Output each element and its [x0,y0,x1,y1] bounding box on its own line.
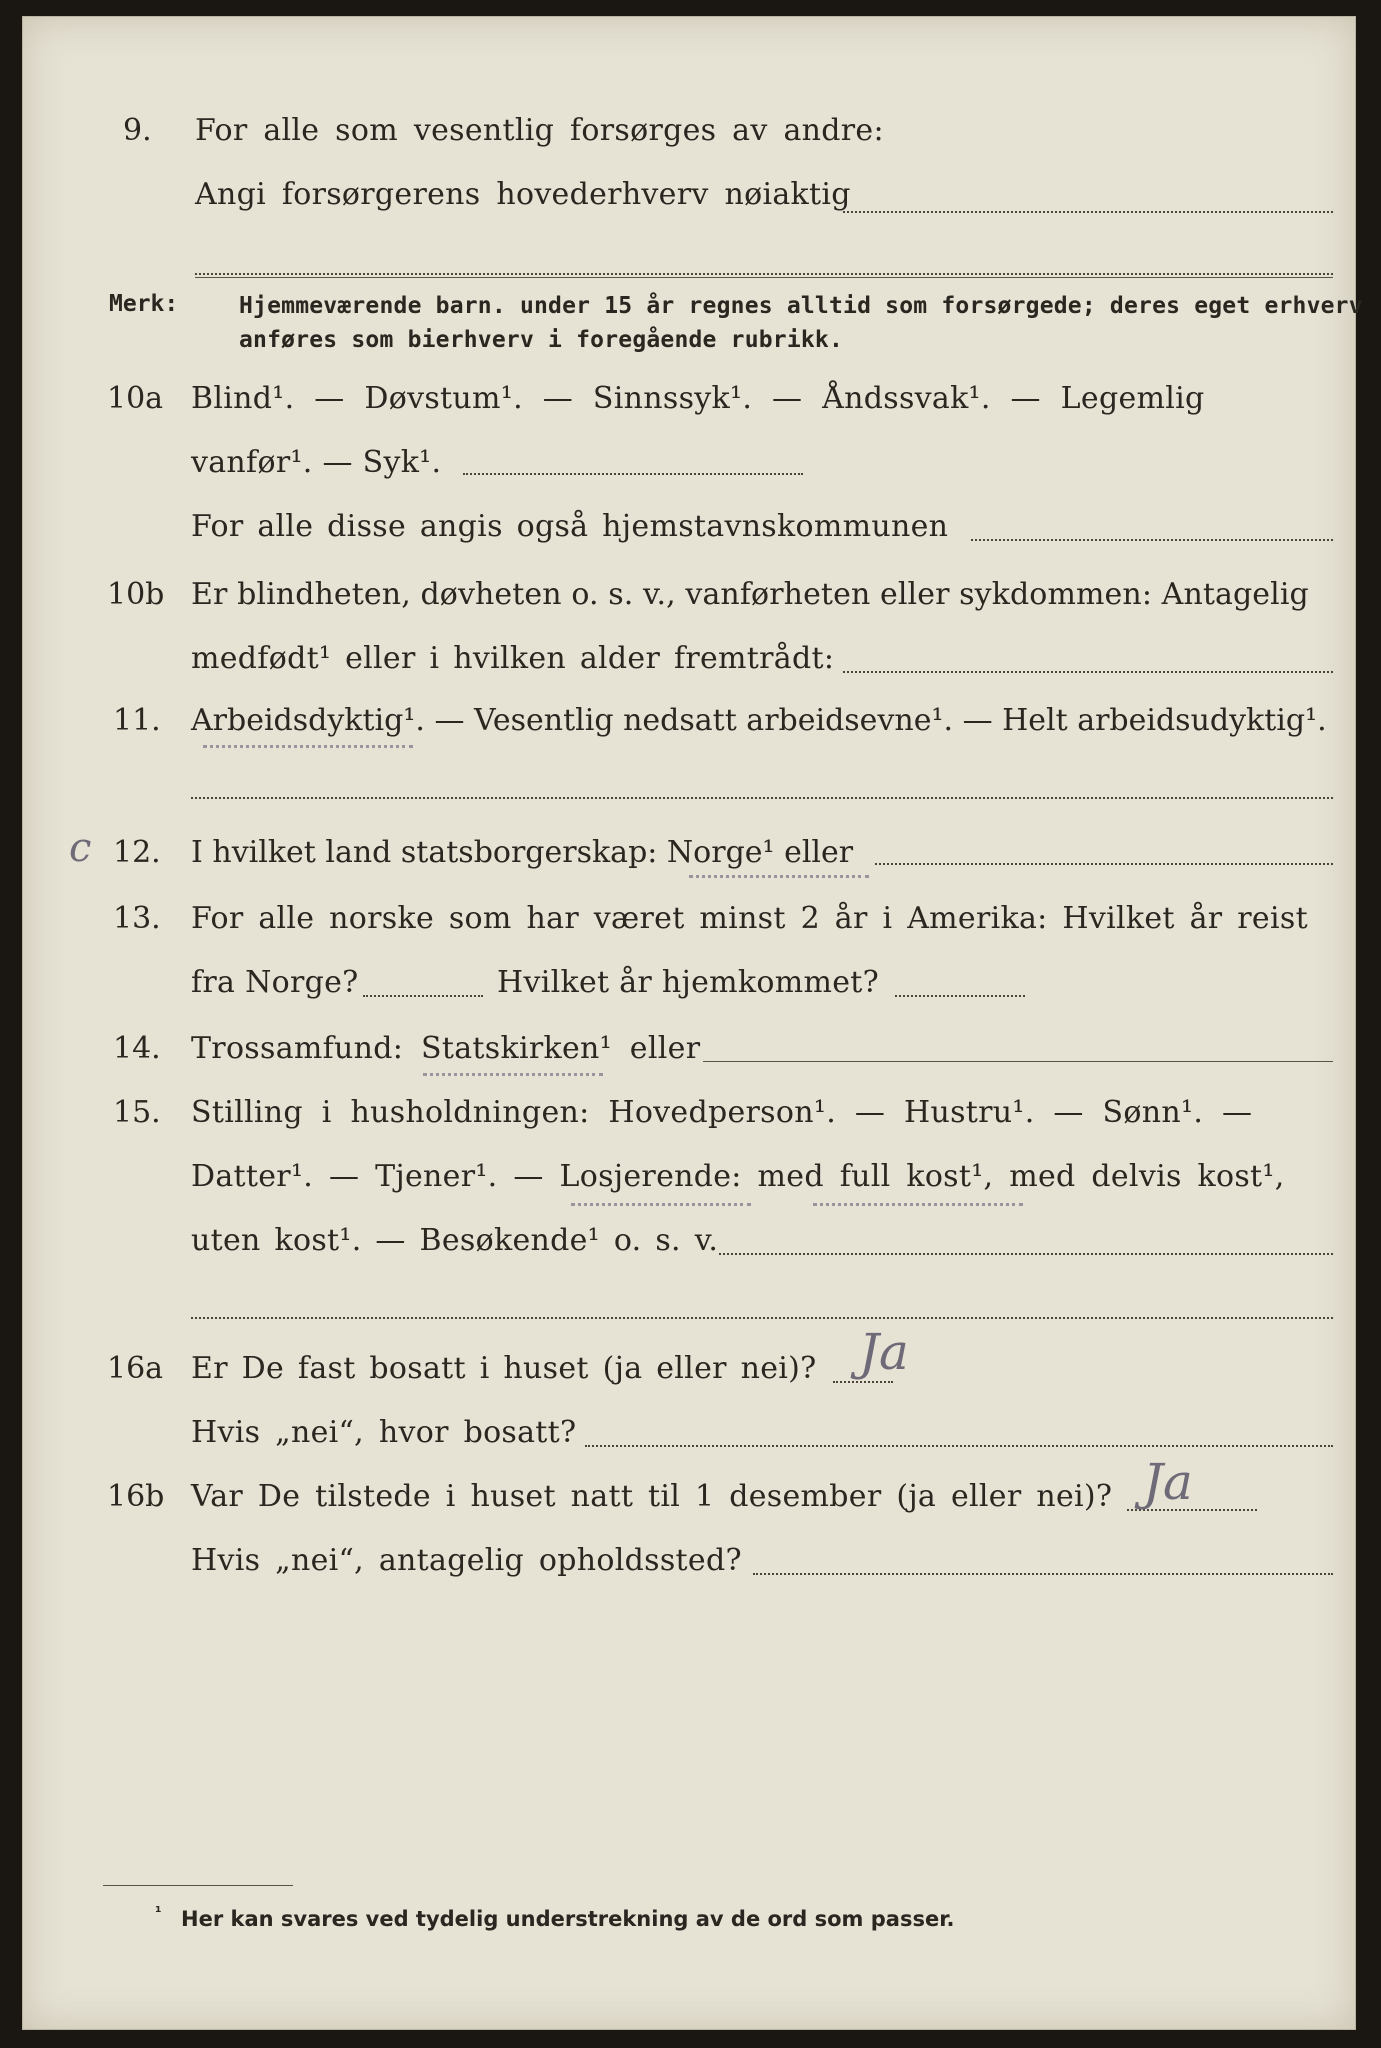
q12-number: 12. [113,835,161,870]
q16a-answer-field[interactable] [833,1381,893,1383]
q15-line2: Datter¹. — Tjener¹. — Losjerende: med full kost¹, med delvis kost¹, [191,1159,1285,1194]
q12-pencil-underline [689,875,869,878]
q16b-handwritten-answer: Ja [1143,1453,1193,1511]
q16a-line1: Er De fast bosatt i huset (ja eller nei)? [191,1351,817,1386]
merk-label: Merk: [109,291,179,317]
q15-full-kost-underline [813,1203,1023,1206]
merk-line1: Hjemmeværende barn. under 15 år regnes alltid som forsørgede; deres eget erhverv [239,293,1363,319]
q15-answer-field-2[interactable] [191,1317,1333,1319]
footnote-text: Her kan svares ved tydelig understrekning av de ord som passer. [181,1907,955,1931]
q9-number: 9. [123,113,152,148]
q11-number: 11. [113,703,161,738]
census-form-page [22,16,1363,2030]
q12-line1: I hvilket land statsborgerskap: Norge¹ eller [191,835,854,870]
q10a-line2: vanfør¹. — Syk¹. [191,445,442,480]
q13-number: 13. [113,901,161,936]
q9-separator [195,277,1333,278]
q12-margin-mark: c [69,825,92,871]
q9-answer-field-2[interactable] [195,273,1333,275]
q10b-line2: medfødt¹ eller i hvilken alder fremtrådt: [191,641,835,676]
q15-answer-field[interactable] [719,1253,1333,1255]
q10a-hjemstavn-field[interactable] [971,539,1333,541]
footnote-rule [103,1885,293,1886]
q14-number: 14. [113,1031,161,1066]
q16b-line2: Hvis „nei“, antagelig opholdssted? [191,1543,742,1578]
q13-line2b: Hvilket år hjemkommet? [497,965,880,1000]
q10a-number: 10a [107,381,164,416]
q11-line1: Arbeidsdyktig¹. — Vesentlig nedsatt arbeidsevne¹. — Helt arbeidsudyktig¹. [191,703,1327,738]
q12-answer-field[interactable] [875,863,1333,865]
footnote-mark: ¹ [155,1903,162,1921]
q13-line2a: fra Norge? [191,965,359,1000]
q10b-line1: Er blindheten, døvheten o. s. v., vanførheten eller sykdommen: Antagelig [191,577,1309,612]
q16a-line2: Hvis „nei“, hvor bosatt? [191,1415,577,1450]
q16b-number: 16b [107,1479,165,1514]
q11-answer-field[interactable] [191,797,1333,799]
q9-line1: For alle som vesentlig forsørges av andre: [195,113,884,148]
q15-line1: Stilling i husholdningen: Hovedperson¹. — Hustru¹. — Sønn¹. — [191,1095,1253,1130]
q15-losjerende-underline [571,1203,751,1206]
q15-number: 15. [113,1095,161,1130]
q13-reist-field[interactable] [363,995,483,997]
q13-hjemkommet-field[interactable] [895,995,1025,997]
q10a-syk-field[interactable] [463,473,803,475]
q16a-bosatt-field[interactable] [585,1445,1333,1447]
q16a-handwritten-answer: Ja [859,1323,909,1381]
q10b-answer-field[interactable] [843,671,1333,673]
q14-answer-field[interactable] [703,1061,1333,1062]
q10b-number: 10b [107,577,165,612]
q16b-line1: Var De tilstede i huset natt til 1 desember (ja eller nei)? [191,1479,1113,1514]
q14-pencil-underline [423,1073,603,1076]
q16b-opholdssted-field[interactable] [753,1573,1333,1575]
merk-line2: anføres som bierhverv i foregående rubrikk. [239,327,844,353]
q14-line1: Trossamfund: Statskirken¹ eller [191,1031,701,1066]
q15-line3: uten kost¹. — Besøkende¹ o. s. v. [191,1223,719,1258]
q9-answer-field[interactable] [843,211,1333,213]
q16a-number: 16a [107,1351,164,1386]
q9-line2: Angi forsørgerens hovederhverv nøiaktig [195,177,851,212]
q10a-line3: For alle disse angis også hjemstavnskommunen [191,509,949,544]
q11-pencil-underline [203,745,413,748]
q13-line1: For alle norske som har været minst 2 år i Amerika: Hvilket år reist [191,901,1308,936]
q10a-line1: Blind¹. — Døvstum¹. — Sinnssyk¹. — Åndssvak¹. — Legemlig [191,381,1205,416]
